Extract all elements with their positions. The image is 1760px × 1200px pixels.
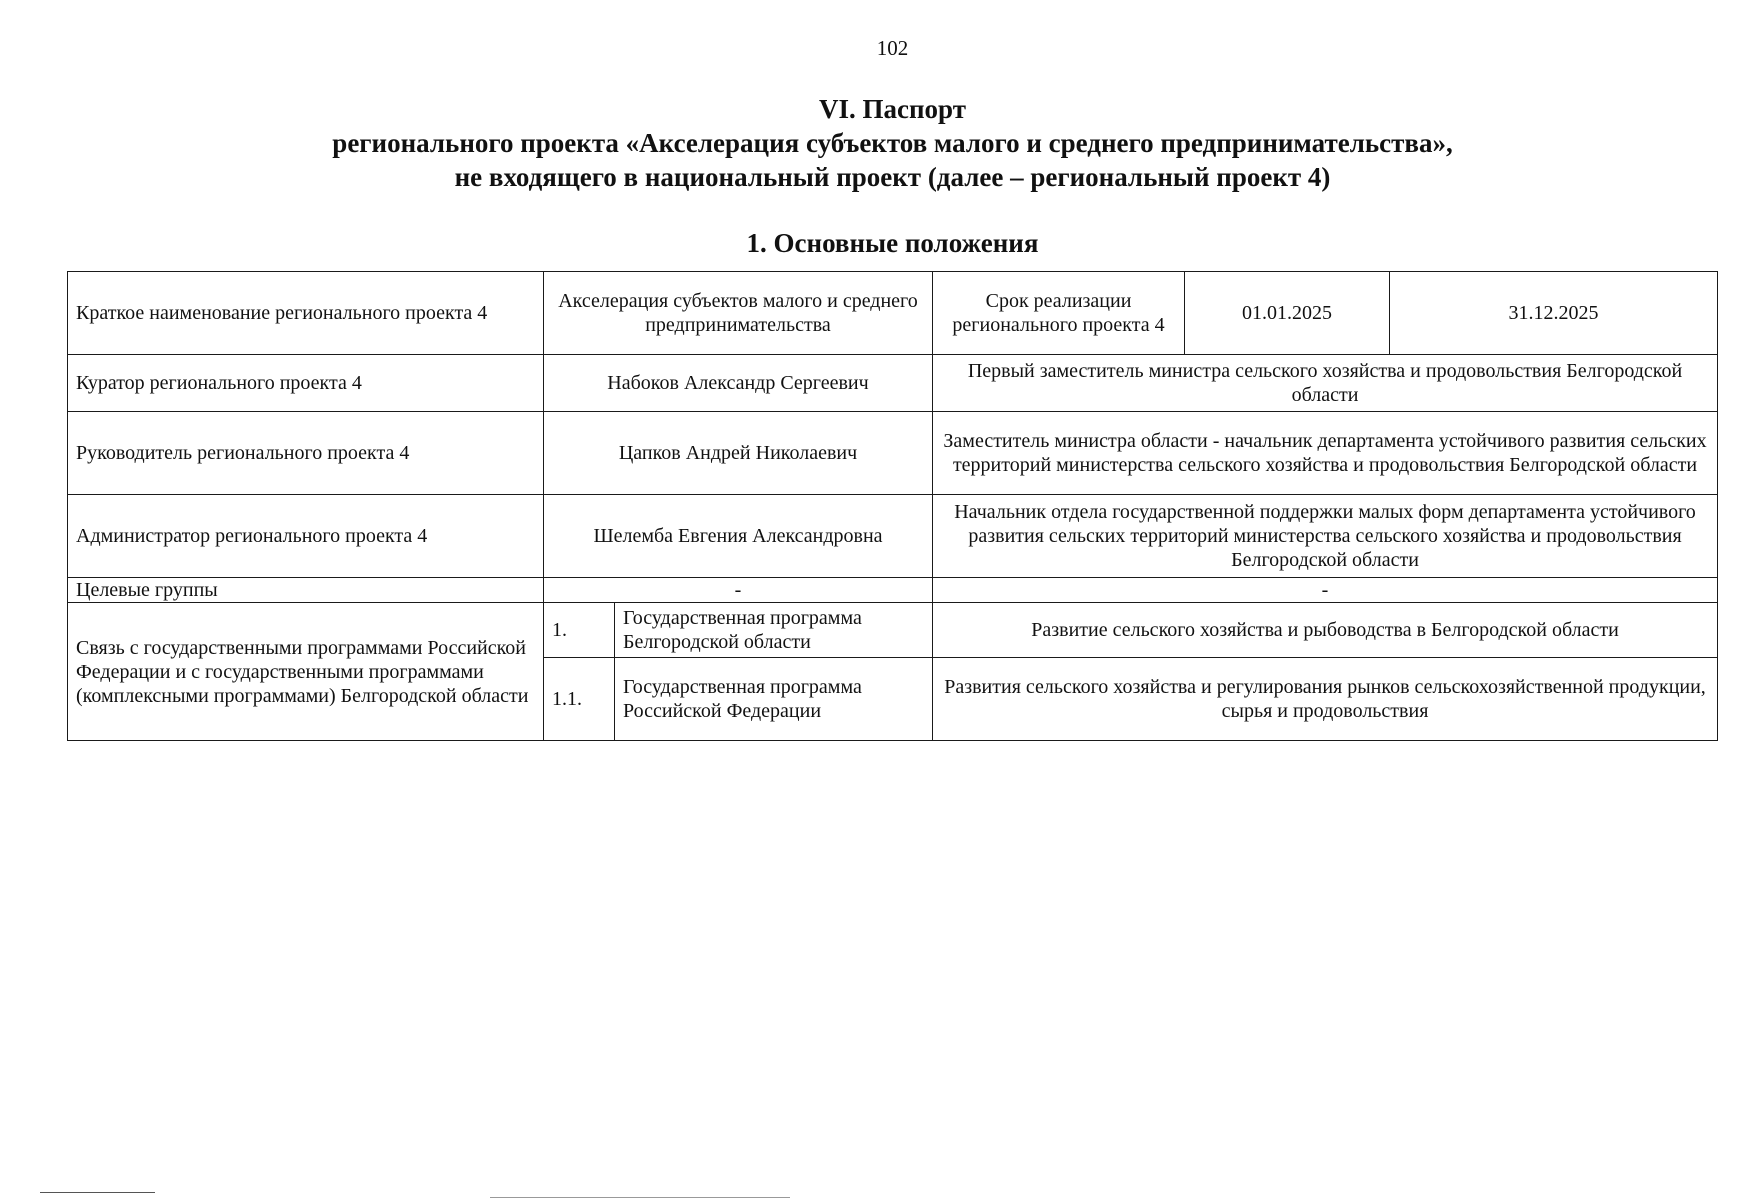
head-label: Руководитель регионального проекта 4 xyxy=(68,412,544,495)
table-row-program-1 xyxy=(68,603,1718,658)
head-position: Заместитель министра области - начальник департамента устойчивого развития сельских территорий министерства сельского хозяйства и продовольствия Белгородской области xyxy=(933,412,1718,495)
term-start-date: 01.01.2025 xyxy=(1185,272,1390,355)
target-groups-value: - xyxy=(544,578,933,603)
page-number: 102 xyxy=(876,36,909,60)
short-name-value: Акселерация субъектов малого и среднего предпринимательства xyxy=(544,272,933,355)
head-name: Цапков Андрей Николаевич xyxy=(544,412,933,495)
passport-table xyxy=(67,271,1718,741)
section-title: 1. Основные положения xyxy=(746,228,1039,258)
scan-artifact-line xyxy=(40,1192,155,1193)
table-row-short-name xyxy=(68,272,1718,355)
term-label: Срок реализации регионального проекта 4 xyxy=(933,272,1185,355)
term-end-date: 31.12.2025 xyxy=(1390,272,1718,355)
program-name: Развитие сельского хозяйства и рыбоводства в Белгородской области xyxy=(933,603,1718,658)
short-name-label: Краткое наименование регионального проекта 4 xyxy=(68,272,544,355)
target-groups-value-2: - xyxy=(933,578,1718,603)
document-heading-line-3: не входящего в национальный проект (далее – региональный проект 4) xyxy=(454,162,1331,192)
program-number: 1.1. xyxy=(544,658,615,741)
scan-artifact-line xyxy=(490,1197,790,1198)
program-name: Развития сельского хозяйства и регулирования рынков сельскохозяйственной продукции, сырья и продовольствия xyxy=(933,658,1718,741)
admin-name: Шелемба Евгения Александровна xyxy=(544,495,933,578)
table-row-admin xyxy=(68,495,1718,578)
program-type: Государственная программа Российской Федерации xyxy=(615,658,933,741)
admin-position: Начальник отдела государственной поддержки малых форм департамента устойчивого развития сельских территорий министерства сельского хозяйства и продовольствия Белгородской области xyxy=(933,495,1718,578)
program-number: 1. xyxy=(544,603,615,658)
admin-label: Администратор регионального проекта 4 xyxy=(68,495,544,578)
programs-label: Связь с государственными программами Российской Федерации и с государственными программами (комплексными программами) Белгородской области xyxy=(68,603,544,741)
table-row-target-groups xyxy=(68,578,1718,603)
program-type: Государственная программа Белгородской области xyxy=(615,603,933,658)
table-row-curator xyxy=(68,355,1718,412)
table-row-head xyxy=(68,412,1718,495)
curator-position: Первый заместитель министра сельского хозяйства и продовольствия Белгородской области xyxy=(933,355,1718,412)
document-heading-line-2: регионального проекта «Акселерация субъектов малого и среднего предпринимательства», xyxy=(332,128,1453,158)
curator-label: Куратор регионального проекта 4 xyxy=(68,355,544,412)
target-groups-label: Целевые группы xyxy=(68,578,544,603)
document-heading-line-1: VI. Паспорт xyxy=(819,94,966,124)
curator-name: Набоков Александр Сергеевич xyxy=(544,355,933,412)
